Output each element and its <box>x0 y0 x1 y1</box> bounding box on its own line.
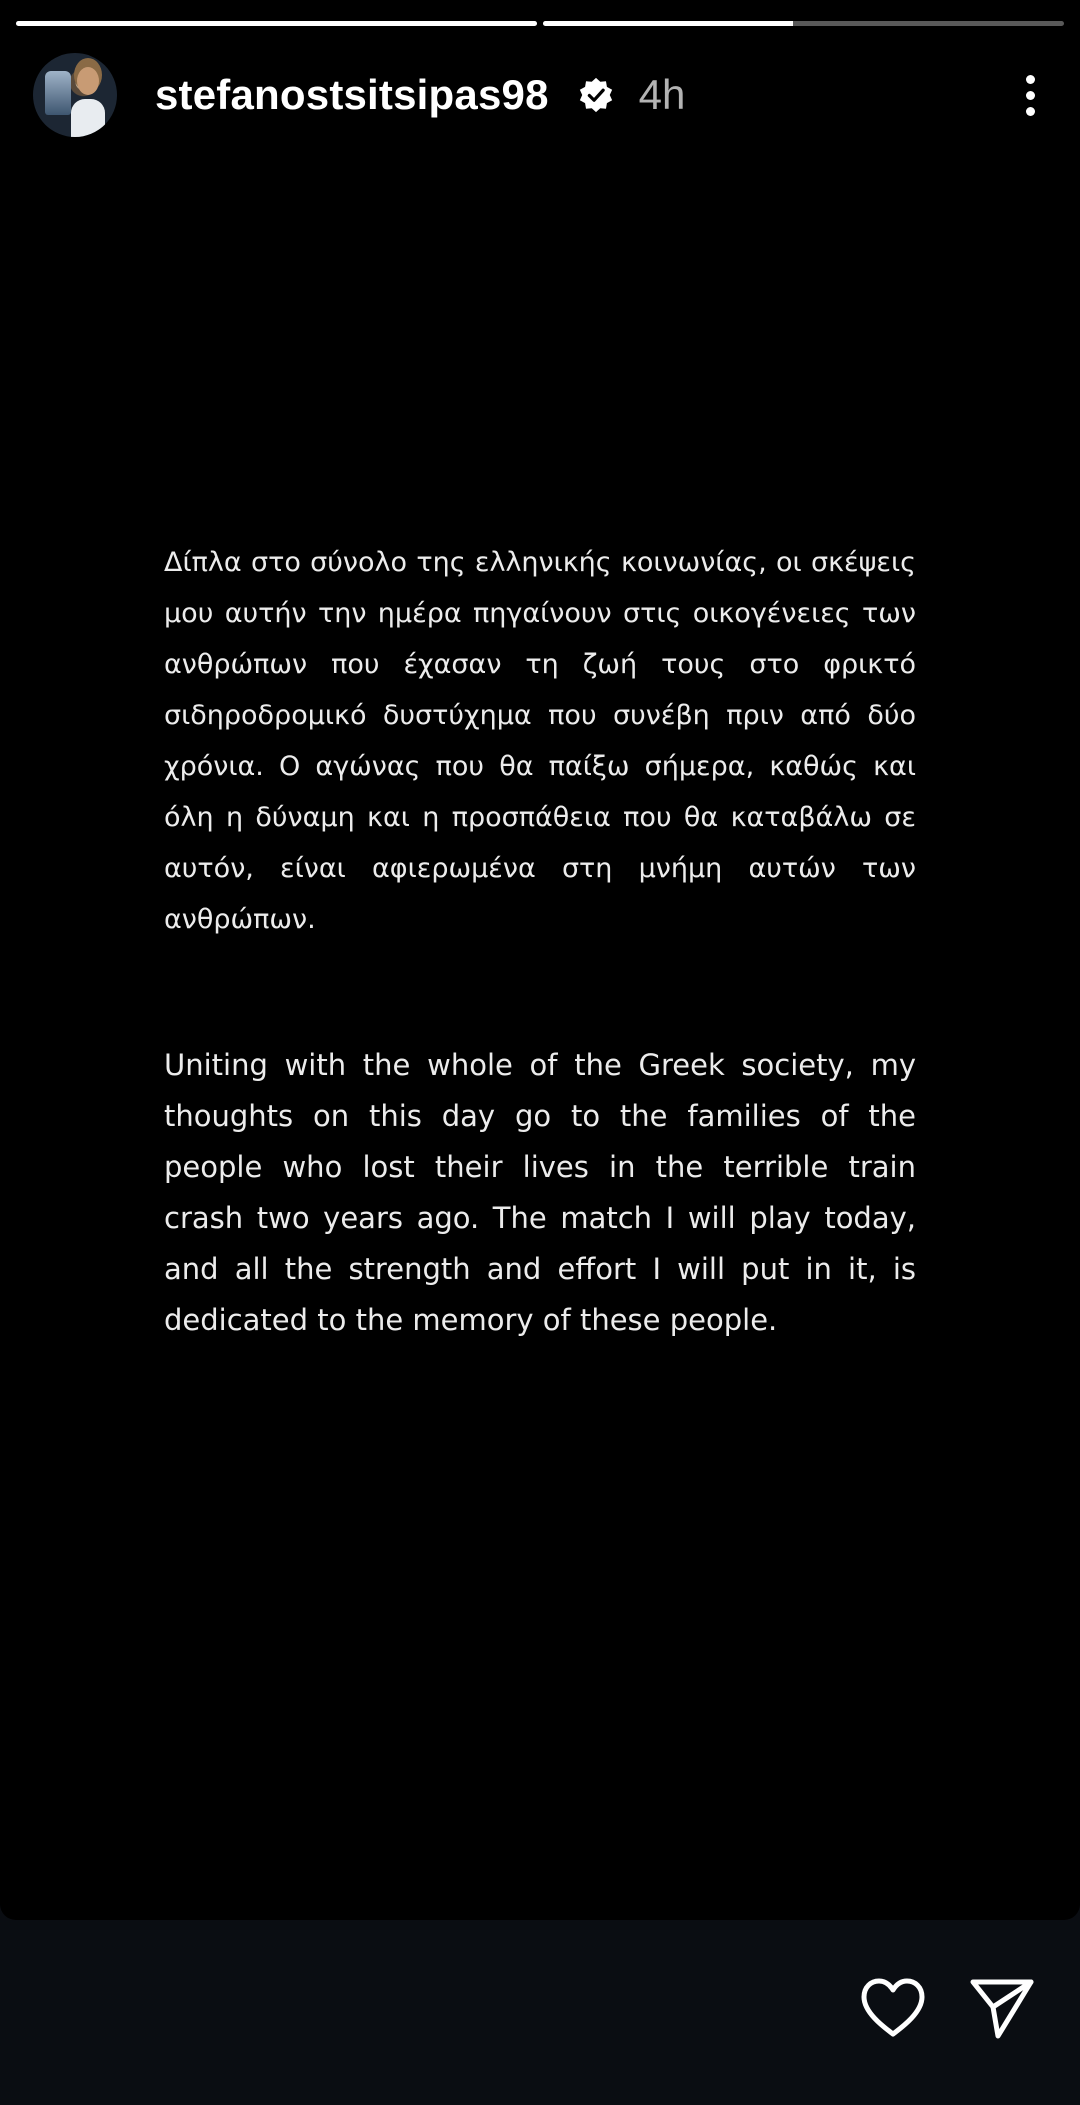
username[interactable]: stefanostsitsipas98 <box>155 71 549 118</box>
greek-message: Δίπλα στο σύνολο της ελληνικής κοινωνίας, οι σκέψεις μου αυτήν την ημέρα πηγαίνουν στις οικογένειες των ανθρώπων που έχασαν τη ζωή τους στο φρικτό σιδηροδρομικό δυστύχημα που συνέβη πριν από δύο χρόνια. Ο αγώνας που θα παίξω σήμερα, καθώς και όλη η δύναμη και η προσπάθεια που θα καταβάλω σε αυτόν, είναι αφιερωμένα στη μνήμη αυτών των ανθρώπων. <box>164 547 916 935</box>
story-progress-bar <box>16 21 1064 26</box>
more-options-icon[interactable] <box>1010 65 1050 125</box>
heart-icon[interactable] <box>858 1976 928 2040</box>
progress-segment <box>16 21 537 26</box>
verified-badge-icon <box>577 76 615 114</box>
story-header <box>33 55 1050 135</box>
trophy-icon <box>45 71 71 115</box>
progress-segment <box>543 21 1064 26</box>
avatar[interactable] <box>33 53 117 137</box>
english-message: Uniting with the whole of the Greek society, my thoughts on this day go to the families of the people who lost their lives in the terrible train crash two years ago. The match I will play today, and all the strength and effort I will put in it, is dedicated to the memory of these people. <box>164 1048 916 1337</box>
send-icon[interactable] <box>968 1974 1036 2042</box>
post-time: 4h <box>638 71 686 118</box>
